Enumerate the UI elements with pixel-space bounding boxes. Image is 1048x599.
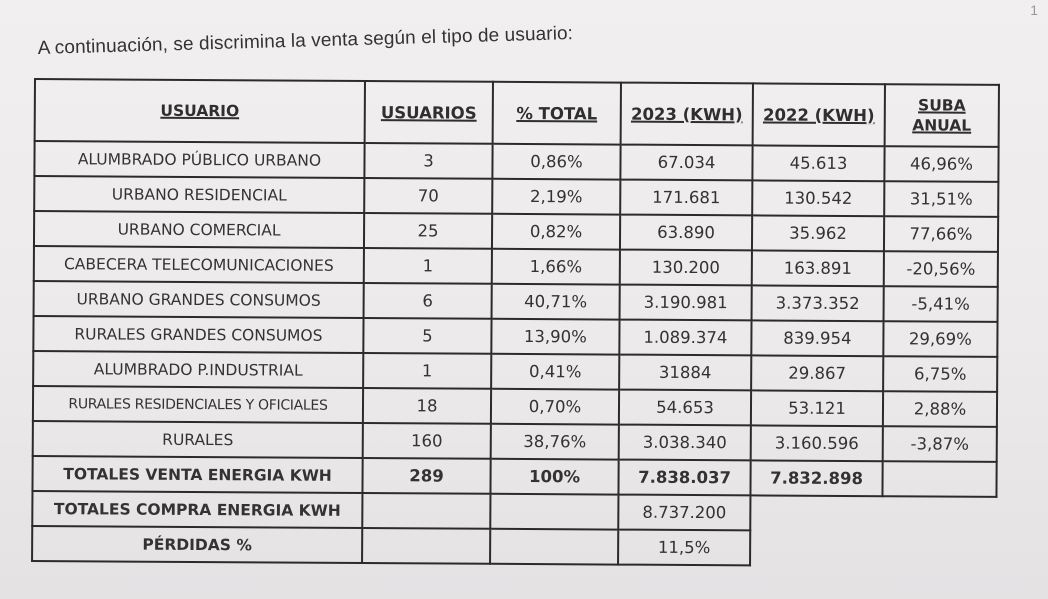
totals-compra-kwh-2023: 8.737.200 bbox=[618, 495, 750, 531]
cell-usuarios: 160 bbox=[363, 423, 491, 459]
cell-pct-total: 13,90% bbox=[491, 319, 619, 355]
totals-venta-suba-anual bbox=[882, 461, 996, 497]
cell-usuarios: 3 bbox=[364, 143, 492, 179]
cell-kwh-2023: 54.653 bbox=[619, 390, 751, 426]
header-row bbox=[35, 79, 999, 147]
totals-venta-label: TOTALES VENTA ENERGIA KWH bbox=[32, 456, 362, 493]
table-row bbox=[33, 421, 997, 462]
totals-compra-row bbox=[32, 491, 996, 532]
cell-pct-total: 1,66% bbox=[492, 249, 620, 285]
perdidas-value: 11,5% bbox=[618, 530, 750, 566]
cell-kwh-2022: 163.891 bbox=[752, 250, 884, 286]
cell-suba-anual: -5,41% bbox=[884, 286, 998, 322]
totals-compra-pct-empty bbox=[490, 494, 618, 530]
cell-usuario: URBANO COMERCIAL bbox=[34, 211, 364, 248]
cell-suba-anual: 31,51% bbox=[884, 181, 998, 217]
totals-compra-blank-2 bbox=[882, 496, 996, 532]
intro-text: A continuación, se discrimina la venta según el tipo de usuario: bbox=[37, 23, 574, 60]
cell-kwh-2023: 3.038.340 bbox=[619, 425, 751, 461]
cell-usuario: RURALES RESIDENCIALES Y OFICIALES bbox=[33, 386, 363, 423]
cell-pct-total: 40,71% bbox=[492, 284, 620, 320]
header-kwh-2022: 2022 (KWH) bbox=[753, 83, 885, 146]
cell-kwh-2023: 171.681 bbox=[620, 180, 752, 216]
cell-usuarios: 1 bbox=[363, 353, 491, 389]
cell-kwh-2022: 3.160.596 bbox=[751, 425, 883, 461]
cell-kwh-2022: 130.542 bbox=[752, 180, 884, 216]
perdidas-blank bbox=[750, 530, 882, 566]
totals-compra-blank bbox=[750, 495, 882, 531]
cell-kwh-2023: 67.034 bbox=[620, 145, 752, 181]
totals-compra-label: TOTALES COMPRA ENERGIA KWH bbox=[32, 491, 362, 528]
cell-kwh-2022: 53.121 bbox=[751, 390, 883, 426]
page-mark: 1 bbox=[1030, 2, 1038, 18]
cell-usuario: URBANO GRANDES CONSUMOS bbox=[34, 281, 364, 318]
totals-venta-row bbox=[32, 456, 996, 497]
table-row bbox=[34, 246, 998, 287]
cell-kwh-2023: 3.190.981 bbox=[620, 285, 752, 321]
perdidas-blank-2 bbox=[882, 531, 996, 567]
cell-usuarios: 70 bbox=[364, 178, 492, 214]
cell-usuarios: 18 bbox=[363, 388, 491, 424]
cell-kwh-2023: 130.200 bbox=[620, 250, 752, 286]
totals-venta-kwh-2023: 7.838.037 bbox=[618, 460, 750, 496]
cell-kwh-2023: 31884 bbox=[619, 355, 751, 391]
cell-pct-total: 0,41% bbox=[491, 354, 619, 390]
cell-kwh-2023: 63.890 bbox=[620, 215, 752, 251]
perdidas-pct-empty bbox=[490, 529, 618, 565]
cell-suba-anual: 77,66% bbox=[884, 216, 998, 252]
totals-venta-usuarios: 289 bbox=[362, 458, 490, 494]
cell-suba-anual: -20,56% bbox=[884, 251, 998, 287]
cell-usuario: RURALES GRANDES CONSUMOS bbox=[33, 316, 363, 353]
cell-usuarios: 25 bbox=[364, 213, 492, 249]
cell-kwh-2022: 29.867 bbox=[751, 355, 883, 391]
cell-suba-anual: 46,96% bbox=[884, 146, 998, 182]
cell-pct-total: 2,19% bbox=[492, 179, 620, 215]
cell-suba-anual: 6,75% bbox=[883, 356, 997, 392]
cell-pct-total: 0,82% bbox=[492, 214, 620, 250]
table-row bbox=[33, 316, 997, 357]
cell-usuario: RURALES bbox=[33, 421, 363, 458]
cell-usuarios: 5 bbox=[363, 318, 491, 354]
cell-kwh-2022: 45.613 bbox=[752, 145, 884, 181]
perdidas-label: PÉRDIDAS % bbox=[32, 526, 362, 563]
cell-pct-total: 0,70% bbox=[491, 389, 619, 425]
cell-suba-anual: 2,88% bbox=[883, 391, 997, 427]
cell-pct-total: 38,76% bbox=[491, 424, 619, 460]
perdidas-row bbox=[32, 526, 996, 567]
perdidas-usuarios-empty bbox=[362, 528, 490, 564]
header-suba-anual: SUBA ANUAL bbox=[885, 84, 999, 147]
cell-kwh-2022: 3.373.352 bbox=[752, 285, 884, 321]
cell-usuarios: 6 bbox=[364, 283, 492, 319]
cell-pct-total: 0,86% bbox=[492, 144, 620, 180]
cell-suba-anual: -3,87% bbox=[883, 426, 997, 462]
cell-usuario: CABECERA TELECOMUNICACIONES bbox=[34, 246, 364, 283]
cell-suba-anual: 29,69% bbox=[883, 321, 997, 357]
sales-by-user-table-wrap bbox=[31, 78, 1000, 568]
totals-venta-kwh-2022: 7.832.898 bbox=[750, 460, 882, 496]
totals-venta-pct-total: 100% bbox=[490, 459, 618, 495]
table-row bbox=[34, 176, 998, 217]
totals-compra-usuarios-empty bbox=[362, 493, 490, 529]
header-kwh-2023: 2023 (KWH) bbox=[621, 83, 753, 146]
table-row bbox=[33, 386, 997, 427]
table-row bbox=[34, 141, 998, 182]
cell-usuario: ALUMBRADO PÚBLICO URBANO bbox=[34, 141, 364, 178]
table-row bbox=[34, 281, 998, 322]
cell-kwh-2022: 35.962 bbox=[752, 215, 884, 251]
table-row bbox=[34, 211, 998, 252]
cell-usuario: URBANO RESIDENCIAL bbox=[34, 176, 364, 213]
cell-usuario: ALUMBRADO P.INDUSTRIAL bbox=[33, 351, 363, 388]
cell-kwh-2023: 1.089.374 bbox=[619, 320, 751, 356]
header-usuarios: USUARIOS bbox=[365, 81, 493, 144]
table-row bbox=[33, 351, 997, 392]
header-pct-total: % TOTAL bbox=[493, 82, 621, 145]
cell-usuarios: 1 bbox=[364, 248, 492, 284]
sales-by-user-table bbox=[31, 78, 1000, 568]
header-usuario: USUARIO bbox=[35, 79, 365, 143]
cell-kwh-2022: 839.954 bbox=[751, 320, 883, 356]
